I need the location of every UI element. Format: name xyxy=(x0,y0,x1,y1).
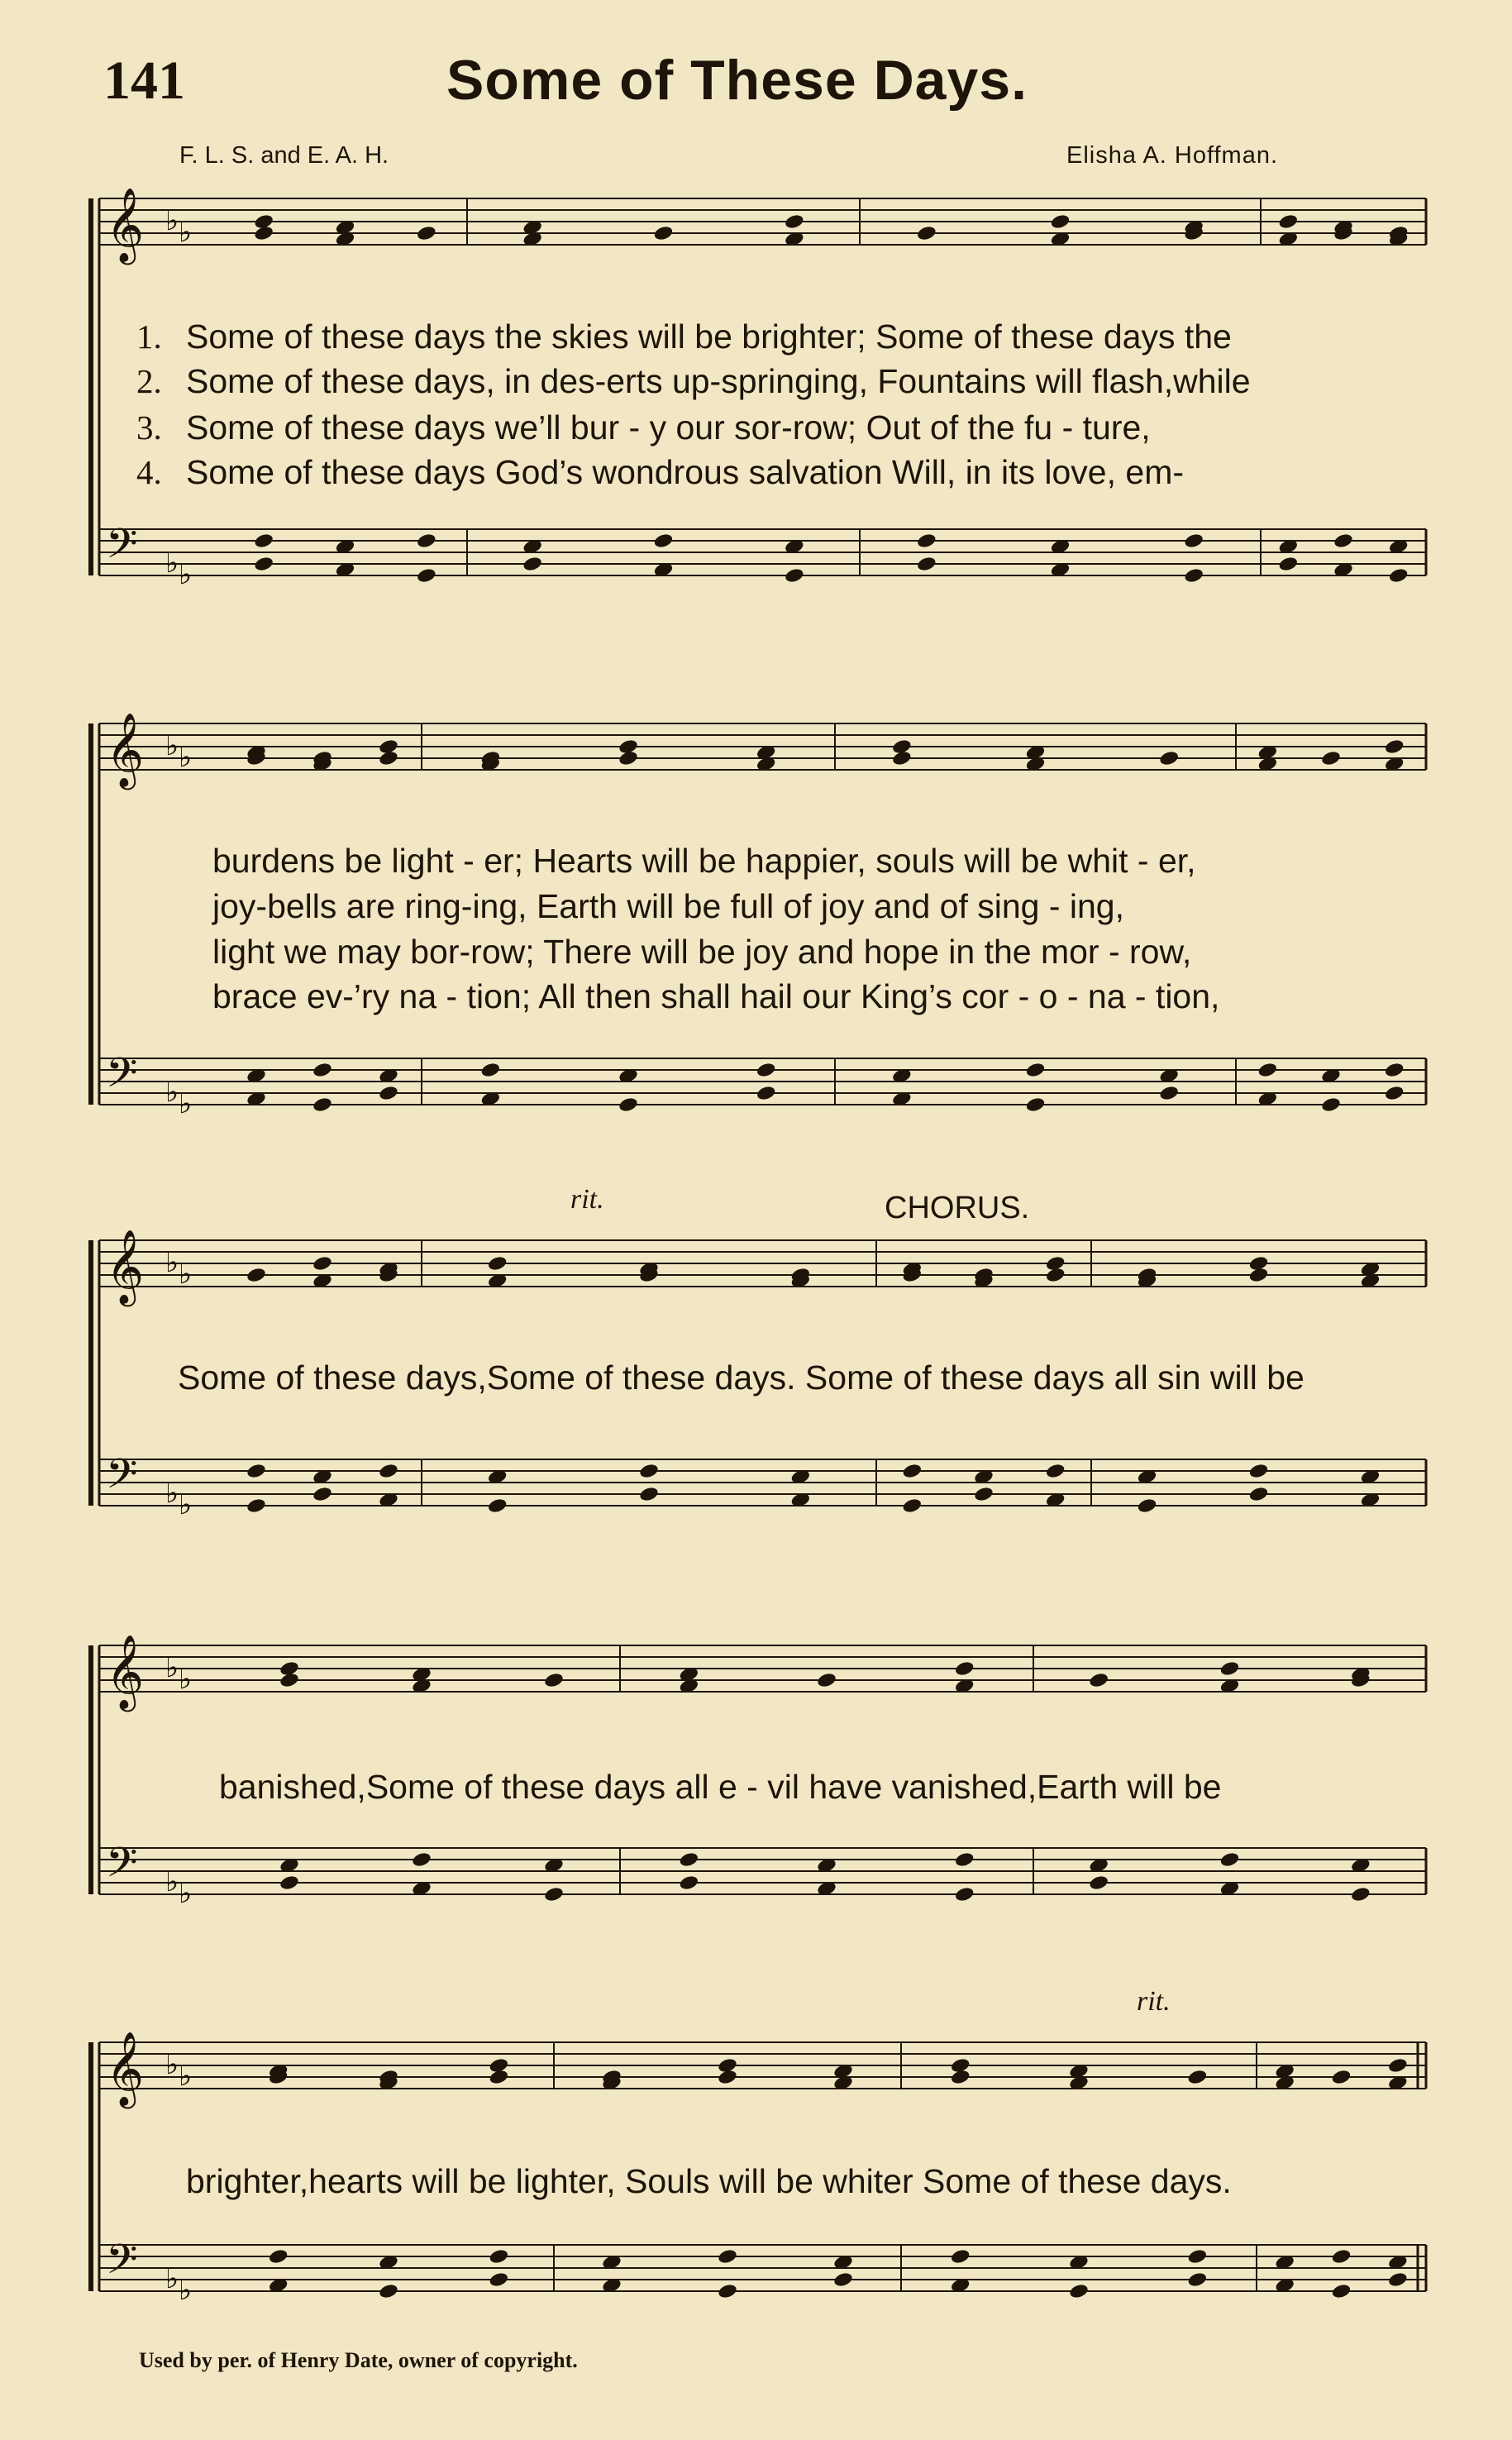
bass-clef-icon: 𝄢 xyxy=(106,1839,138,1897)
hymn-title: Some of These Days. xyxy=(446,49,1028,112)
treble-notehead xyxy=(1187,2069,1208,2086)
verse-2-line-1 xyxy=(136,361,1251,401)
verse-number: 3. xyxy=(136,408,162,446)
flat-icon: ♭ xyxy=(179,2274,193,2307)
bass-notehead xyxy=(638,1486,659,1503)
bass-notehead xyxy=(1158,1085,1179,1102)
bass-notehead xyxy=(312,1062,332,1079)
treble-notehead xyxy=(784,213,804,231)
flat-icon: ♭ xyxy=(165,729,179,762)
bass-notehead xyxy=(638,1463,659,1480)
bass-notehead xyxy=(902,1463,923,1480)
bass-notehead xyxy=(1025,1096,1046,1114)
treble-notehead xyxy=(543,1672,564,1689)
ritardando-marking: rit. xyxy=(570,1184,604,1215)
treble-notehead xyxy=(1331,2069,1352,2086)
treble-clef-icon: 𝄞 xyxy=(106,713,145,787)
flat-icon: ♭ xyxy=(179,1488,193,1521)
bass-notehead xyxy=(1088,1874,1109,1892)
verse-2-line-2: joy-bells are ring-ing, Earth will be full of joy and of sing - ing, xyxy=(212,887,1124,925)
flat-icon: ♭ xyxy=(165,1651,179,1684)
bass-notehead xyxy=(1388,567,1409,585)
bass-notehead xyxy=(487,1497,508,1515)
bass-notehead xyxy=(902,1497,923,1515)
treble-notehead xyxy=(816,1672,837,1689)
treble-notehead xyxy=(1050,213,1071,231)
verse-text: Some of these days, in des-erts up-springing, Fountains will flash,while xyxy=(186,362,1251,400)
verse-number: 2. xyxy=(136,362,162,400)
treble-notehead xyxy=(618,750,638,767)
treble-notehead xyxy=(1158,750,1179,767)
bass-notehead xyxy=(618,1096,638,1114)
bass-notehead xyxy=(1219,1851,1240,1869)
chorus-line-2: banished,Some of these days all e - vil have vanished,Earth will be xyxy=(219,1768,1222,1806)
flat-icon: ♭ xyxy=(165,1865,179,1898)
bass-notehead xyxy=(1183,532,1204,550)
treble-clef-icon: 𝄞 xyxy=(106,188,145,262)
bass-notehead xyxy=(1278,556,1299,573)
treble-notehead xyxy=(312,1255,332,1273)
bass-notehead xyxy=(653,532,674,550)
chorus-line-1: Some of these days,Some of these days. Some of these days all sin will be xyxy=(178,1358,1305,1397)
bass-notehead xyxy=(1248,1463,1269,1480)
bass-notehead xyxy=(378,2283,398,2300)
bass-notehead xyxy=(246,1497,266,1515)
verse-1-line-2: burdens be light - er; Hearts will be happier, souls will be whit - er, xyxy=(212,842,1196,880)
bass-notehead xyxy=(378,1463,398,1480)
flat-icon: ♭ xyxy=(179,2060,193,2093)
treble-notehead xyxy=(416,225,436,242)
treble-notehead xyxy=(279,1672,299,1689)
bass-notehead xyxy=(279,1874,299,1892)
bass-notehead xyxy=(756,1085,776,1102)
treble-notehead xyxy=(1045,1267,1066,1284)
bass-notehead xyxy=(1137,1497,1157,1515)
bass-notehead xyxy=(489,2248,509,2266)
bass-notehead xyxy=(717,2283,737,2300)
bass-notehead xyxy=(679,1874,699,1892)
treble-notehead xyxy=(1248,1267,1269,1284)
treble-notehead xyxy=(253,225,274,242)
treble-notehead xyxy=(487,1255,508,1273)
bass-notehead xyxy=(916,532,937,550)
bass-notehead xyxy=(378,1085,398,1102)
bass-notehead xyxy=(1384,1085,1405,1102)
bass-notehead xyxy=(416,532,436,550)
treble-notehead xyxy=(246,1267,266,1284)
bass-notehead xyxy=(1384,1062,1405,1079)
flat-icon: ♭ xyxy=(165,547,179,580)
verse-3-line-1 xyxy=(136,408,1151,447)
bass-notehead xyxy=(246,1463,266,1480)
bass-notehead xyxy=(1045,1463,1066,1480)
bass-notehead xyxy=(832,2271,853,2289)
bass-notehead xyxy=(253,532,274,550)
chorus-label: CHORUS. xyxy=(885,1191,1030,1225)
bass-notehead xyxy=(416,567,436,585)
bass-notehead xyxy=(954,1851,975,1869)
flat-icon: ♭ xyxy=(179,1087,193,1120)
flat-icon: ♭ xyxy=(179,558,193,591)
treble-notehead xyxy=(950,2069,971,2086)
bass-notehead xyxy=(950,2248,971,2266)
treble-notehead xyxy=(1278,213,1299,231)
verse-number: 4. xyxy=(136,453,162,491)
bass-notehead xyxy=(1183,567,1204,585)
verse-text: Some of these days God’s wondrous salvation Will, in its love, em- xyxy=(186,453,1184,491)
bass-notehead xyxy=(1387,2271,1408,2289)
bass-notehead xyxy=(1333,532,1353,550)
flat-icon: ♭ xyxy=(179,216,193,249)
flat-icon: ♭ xyxy=(179,1663,193,1696)
bass-notehead xyxy=(522,556,542,573)
bass-notehead xyxy=(1068,2283,1089,2300)
flat-icon: ♭ xyxy=(165,2262,179,2295)
verse-4-line-2: brace ev-’ry na - tion; All then shall hail our King’s cor - o - na - tion, xyxy=(212,977,1220,1015)
treble-clef-icon: 𝄞 xyxy=(106,2032,145,2106)
copyright-note: Used by per. of Henry Date, owner of copyright. xyxy=(139,2348,578,2372)
bass-clef-icon: 𝄢 xyxy=(106,2236,138,2294)
bass-notehead xyxy=(489,2271,509,2289)
verse-1-line-1 xyxy=(136,317,1232,356)
verse-number: 1. xyxy=(136,318,162,356)
treble-notehead xyxy=(1088,1672,1109,1689)
bass-notehead xyxy=(1331,2248,1352,2266)
bass-notehead xyxy=(268,2248,289,2266)
bass-notehead xyxy=(543,1886,564,1903)
bass-notehead xyxy=(253,556,274,573)
bass-notehead xyxy=(1248,1486,1269,1503)
treble-notehead xyxy=(891,750,912,767)
bass-notehead xyxy=(1320,1096,1341,1114)
bass-notehead xyxy=(1187,2248,1208,2266)
treble-clef-icon: 𝄞 xyxy=(106,1635,145,1709)
lyricist-credit: F. L. S. and E. A. H. xyxy=(179,142,389,169)
bass-notehead xyxy=(1350,1886,1371,1903)
bass-notehead xyxy=(717,2248,737,2266)
chorus-line-3: brighter,hearts will be lighter, Souls will be whiter Some of these days. xyxy=(186,2162,1232,2200)
verse-text: Some of these days we’ll bur - y our sor-row; Out of the fu - ture, xyxy=(186,408,1151,446)
bass-notehead xyxy=(1257,1062,1278,1079)
bass-notehead xyxy=(679,1851,699,1869)
treble-notehead xyxy=(653,225,674,242)
treble-notehead xyxy=(1219,1660,1240,1678)
bass-notehead xyxy=(312,1486,332,1503)
verse-3-line-2: light we may bor-row; There will be joy and hope in the mor - row, xyxy=(212,933,1192,971)
treble-notehead xyxy=(489,2069,509,2086)
bass-notehead xyxy=(973,1486,994,1503)
bass-clef-icon: 𝄢 xyxy=(106,1049,138,1107)
flat-icon: ♭ xyxy=(165,1246,179,1279)
bass-clef-icon: 𝄢 xyxy=(106,520,138,578)
verse-text: Some of these days the skies will be brighter; Some of these days the xyxy=(186,318,1232,356)
bass-notehead xyxy=(756,1062,776,1079)
bass-notehead xyxy=(954,1886,975,1903)
treble-clef-icon: 𝄞 xyxy=(106,1230,145,1304)
flat-icon: ♭ xyxy=(165,1076,179,1109)
treble-notehead xyxy=(717,2069,737,2086)
hymn-number: 141 xyxy=(103,50,185,111)
ritardando-marking: rit. xyxy=(1137,1986,1171,2017)
bass-notehead xyxy=(784,567,804,585)
verse-4-line-1 xyxy=(136,452,1184,492)
treble-notehead xyxy=(378,750,398,767)
treble-notehead xyxy=(1387,2057,1408,2075)
bass-notehead xyxy=(480,1062,501,1079)
flat-icon: ♭ xyxy=(165,2048,179,2081)
flat-icon: ♭ xyxy=(179,741,193,774)
bass-notehead xyxy=(1187,2271,1208,2289)
flat-icon: ♭ xyxy=(179,1258,193,1291)
treble-notehead xyxy=(916,225,937,242)
flat-icon: ♭ xyxy=(165,204,179,237)
bass-notehead xyxy=(916,556,937,573)
flat-icon: ♭ xyxy=(179,1877,193,1910)
treble-notehead xyxy=(954,1660,975,1678)
composer-credit: Elisha A. Hoffman. xyxy=(1066,142,1279,169)
bass-notehead xyxy=(1331,2283,1352,2300)
flat-icon: ♭ xyxy=(165,1477,179,1510)
treble-notehead xyxy=(1320,750,1341,767)
bass-notehead xyxy=(312,1096,332,1114)
bass-notehead xyxy=(1025,1062,1046,1079)
bass-notehead xyxy=(411,1851,432,1869)
treble-notehead xyxy=(1384,738,1405,756)
bass-clef-icon: 𝄢 xyxy=(106,1450,138,1508)
